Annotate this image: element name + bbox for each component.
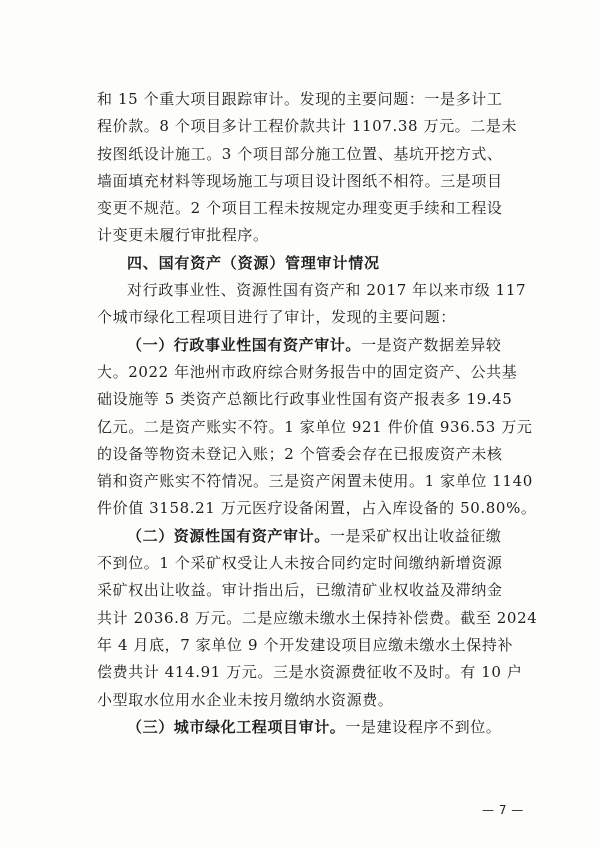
subsection-paragraph-start	[97, 523, 517, 550]
text-fragment: 一是采矿权出让收益征缴	[329, 526, 502, 545]
text-line: 偿费共计 414.91 万元。三是水资源费征收不及时。有 10 户	[97, 663, 523, 682]
text-line: 对行政事业性、资源性国有资产和 2017 年以来市级 117	[127, 281, 527, 300]
subsection-heading: （一）行政事业性国有资产审计。	[127, 335, 362, 354]
text-line: 共计 2036.8 万元。二是应缴未缴水土保持补偿费。截至 2024	[97, 608, 538, 627]
text-line: 大。2022 年池州市政府综合财务报告中的固定资产、公共基	[97, 362, 518, 381]
subsection-paragraph-start	[97, 332, 517, 359]
text-line: 小型取水位用水企业未按月缴纳水资源费。	[97, 690, 394, 709]
text-line: 计变更未履行审批程序。	[97, 226, 269, 245]
text-line: 不到位。1 个采矿权受让人未按合同约定时间缴纳新增资源	[97, 554, 503, 573]
document-body	[97, 86, 538, 741]
text-line: 的设备等物资未登记入账；2 个管委会存在已报废资产未核	[97, 444, 503, 463]
subsection-heading: （三）城市绿化工程项目审计。	[127, 717, 346, 736]
text-line: 亿元。二是资产账实不符。1 家单位 921 件价值 936.53 万元	[97, 417, 533, 436]
page-number: — 7 —	[482, 803, 524, 817]
text-fragment: 一是资产数据差异较	[361, 335, 502, 354]
text-line: 墙面填充材料等现场施工与项目设计图纸不相符。三是项目	[97, 171, 503, 190]
text-line: 按图纸设计施工。3 个项目部分施工位置、基坑开挖方式、	[97, 144, 503, 163]
section-heading: 四、国有资产（资源）管理审计情况	[127, 253, 380, 272]
text-line: 年 4 月底，7 家单位 9 个开发建设项目应缴未缴水土保持补	[97, 635, 514, 654]
text-line: 础设施等 5 类资产总额比行政事业性国有资产报表多 19.45	[97, 390, 513, 409]
text-line: 采矿权出让收益。审计指出后，已缴清矿业权收益及滞纳金	[97, 581, 503, 600]
text-line: 程价款。8 个项目多计工程价款共计 1107.38 万元。二是未	[97, 117, 518, 136]
text-line: 变更不规范。2 个项目工程未按规定办理变更手续和工程设	[97, 199, 503, 218]
text-line: 件价值 3158.21 万元医疗设备闲置，占入库设备的 50.80%。	[97, 499, 537, 518]
subsection-paragraph-start	[97, 714, 517, 741]
subsection-heading: （二）资源性国有资产审计。	[127, 526, 330, 545]
text-line: 销和资产账实不符情况。三是资产闲置未使用。1 家单位 1140	[97, 472, 533, 491]
text-fragment: 一是建设程序不到位。	[345, 717, 502, 736]
text-line: 个城市绿化工程项目进行了审计，发现的主要问题：	[97, 308, 456, 327]
text-line: 和 15 个重大项目跟踪审计。发现的主要问题：一是多计工	[97, 90, 503, 108]
